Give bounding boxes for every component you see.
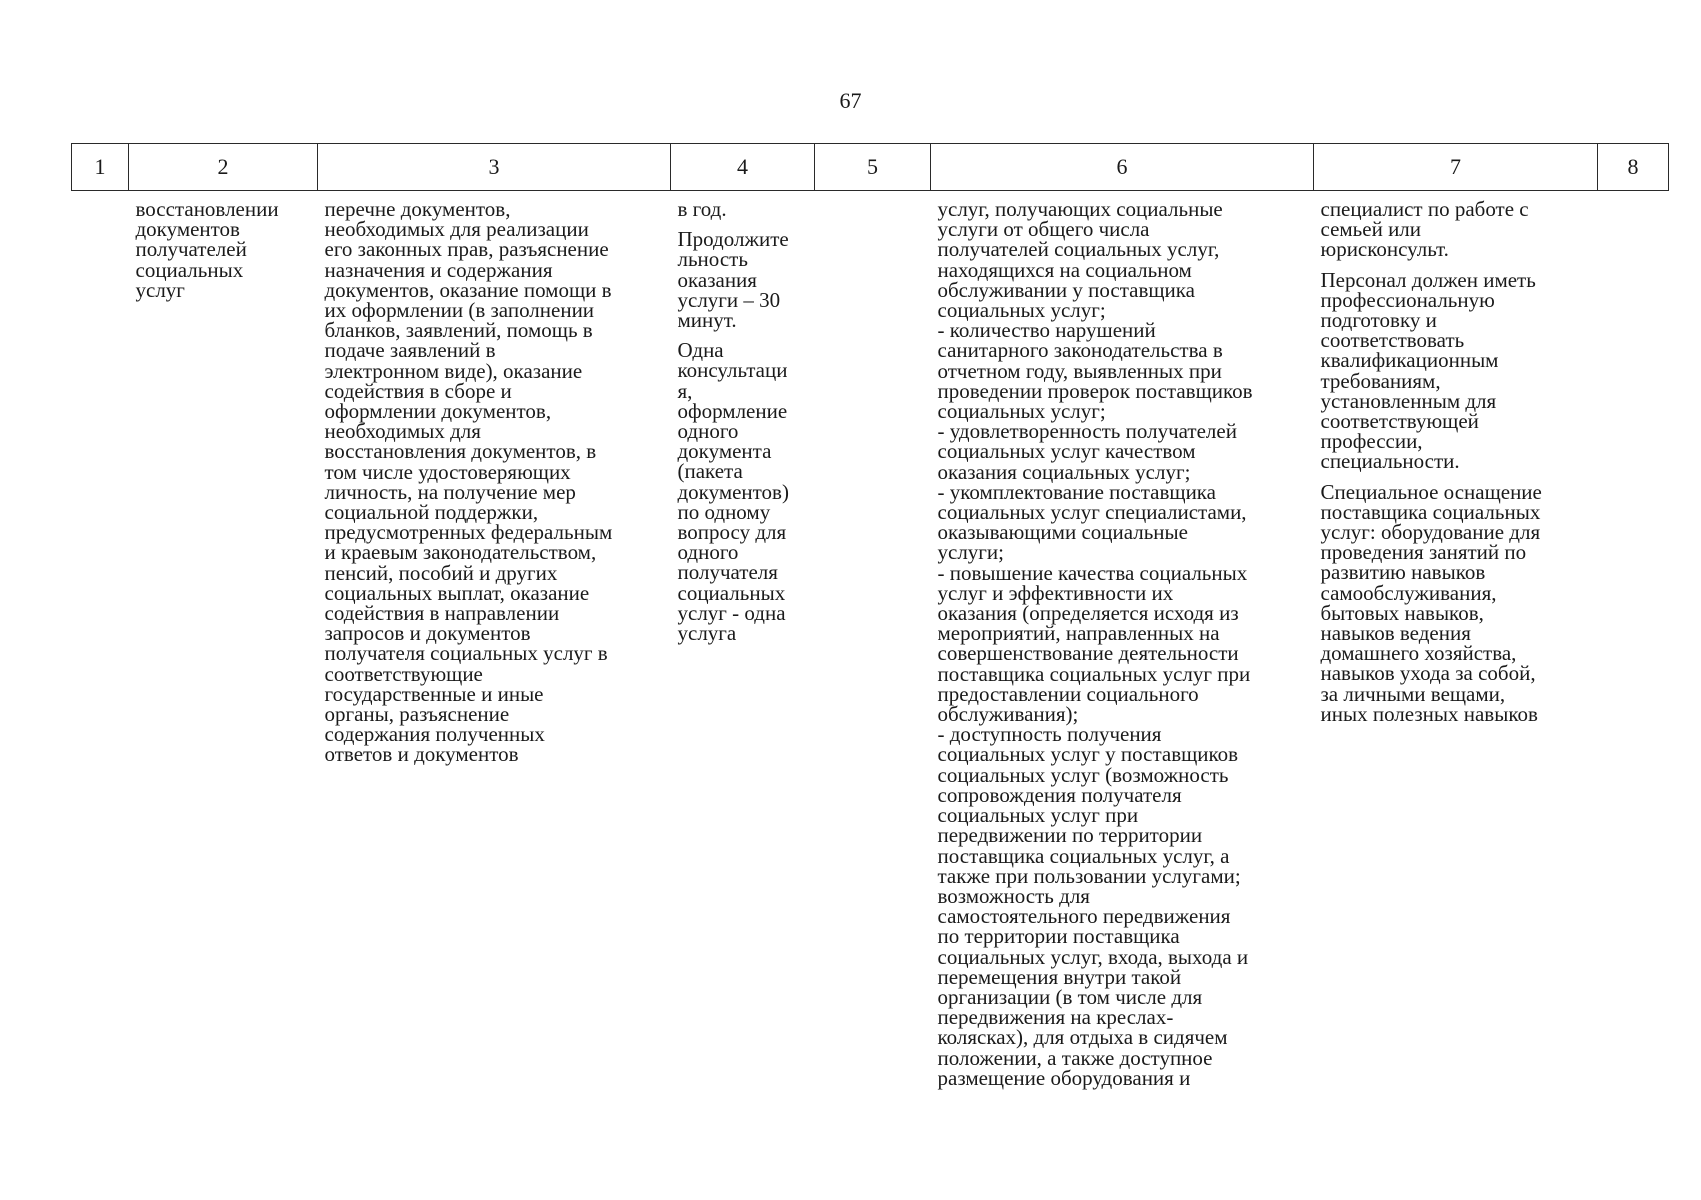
- text-line: Персонал должен иметь: [1320, 267, 1536, 292]
- text-line: в год.: [677, 197, 727, 221]
- cell-paragraph: [1321, 199, 1591, 260]
- text-line: юрисконсульт.: [1320, 237, 1449, 262]
- text-line: получателей: [135, 237, 247, 262]
- column-header-2: 2: [129, 144, 318, 191]
- cell-paragraph: [136, 199, 311, 300]
- text-line: восстановления документов, в: [324, 439, 597, 464]
- text-line: социальных услуг;: [937, 298, 1106, 323]
- text-line: оказания (определяется исходя из: [937, 601, 1239, 626]
- cell-col1: [72, 191, 129, 1088]
- text-line: минут.: [677, 308, 737, 333]
- text-line: одного: [677, 419, 739, 444]
- column-header-3: 3: [318, 144, 671, 191]
- text-line: соответствующие: [324, 661, 483, 686]
- cell-col8: [1598, 191, 1669, 1088]
- text-line: социальной поддержки,: [324, 500, 539, 525]
- text-line: профессиональную: [1320, 287, 1495, 312]
- text-line: подаче заявлений в: [324, 338, 496, 363]
- column-header-6: 6: [931, 144, 1314, 191]
- column-header-5: 5: [815, 144, 931, 191]
- text-line: я,: [677, 378, 693, 403]
- text-line: организации (в том числе для: [937, 984, 1203, 1009]
- text-line: специалист по работе с: [1320, 197, 1529, 221]
- text-line: предоставлении социального: [937, 681, 1199, 706]
- table-row: [72, 191, 1669, 1088]
- text-line: их оформлении (в заполнении: [324, 298, 595, 323]
- text-line: совершенствование деятельности: [937, 641, 1239, 666]
- text-line: колясках), для отдыха в сидячем: [937, 1025, 1228, 1050]
- text-line: (пакета: [677, 459, 743, 484]
- text-line: услуг, получающих социальные: [937, 197, 1223, 221]
- text-line: оказания: [677, 267, 757, 292]
- text-line: соответствующей: [1320, 409, 1479, 434]
- text-line: одного: [677, 540, 739, 565]
- text-line: том числе удостоверяющих: [324, 459, 571, 484]
- text-line: и краевым законодательством,: [324, 540, 597, 565]
- text-line: отчетном году, выявленных при: [937, 358, 1222, 383]
- text-line: социальных услуг при: [937, 803, 1139, 828]
- text-line: навыков ведения: [1320, 621, 1471, 646]
- text-line: оформлении документов,: [324, 399, 552, 424]
- cell-service-conditions: [1314, 191, 1598, 1088]
- text-line: иных полезных навыков: [1320, 701, 1538, 726]
- text-line: назначения и содержания: [324, 257, 553, 282]
- text-line: подготовку и: [1320, 308, 1437, 333]
- text-line: социальных услуг у поставщиков: [937, 742, 1239, 767]
- text-line: специальности.: [1320, 449, 1460, 474]
- text-line: поставщика социальных услуг при: [937, 661, 1251, 686]
- text-line: необходимых для: [324, 419, 481, 444]
- text-line: по территории поставщика: [937, 924, 1180, 949]
- text-line: - количество нарушений: [937, 318, 1156, 343]
- text-line: санитарного законодательства в: [937, 338, 1223, 363]
- text-line: документов: [135, 217, 240, 242]
- text-line: ответов и документов: [324, 742, 519, 767]
- text-line: документа: [677, 439, 772, 464]
- text-line: Одна: [677, 338, 724, 363]
- column-header-8: 8: [1598, 144, 1669, 191]
- text-line: запросов и документов: [324, 621, 531, 646]
- text-line: содержания полученных: [324, 722, 545, 747]
- header-row: [72, 144, 1669, 191]
- text-line: квалификационным: [1320, 348, 1499, 373]
- text-line: Продолжите: [677, 227, 789, 252]
- text-line: положении, а также доступное: [937, 1045, 1213, 1070]
- text-line: сопровождения получателя: [937, 782, 1182, 807]
- text-line: вопросу для: [677, 520, 787, 545]
- text-line: - укомплектование поставщика: [937, 479, 1217, 504]
- cell-service-name: [129, 191, 318, 1088]
- text-line: за личными вещами,: [1320, 681, 1506, 706]
- text-line: возможность для: [937, 883, 1090, 908]
- cell-quality-indicators: [931, 191, 1314, 1088]
- text-line: мероприятий, направленных на: [937, 621, 1220, 646]
- text-line: услуг и эффективности их: [937, 580, 1174, 605]
- text-line: - удовлетворенность получателей: [937, 419, 1237, 444]
- text-line: самообслуживания,: [1320, 580, 1497, 605]
- text-line: услуги от общего числа: [937, 217, 1150, 242]
- text-line: домашнего хозяйства,: [1320, 641, 1517, 666]
- text-line: услуги;: [937, 540, 1004, 565]
- cell-paragraph: [677, 338, 808, 646]
- text-line: оказывающими социальные: [937, 520, 1188, 545]
- text-line: услуг - одна: [677, 600, 786, 625]
- cell-paragraph: [938, 199, 1307, 1088]
- text-line: Специальное оснащение: [1320, 479, 1542, 504]
- text-line: перемещения внутри такой: [937, 964, 1182, 989]
- text-line: социальных: [677, 580, 786, 605]
- text-line: обслуживания);: [937, 702, 1079, 727]
- text-line: льность: [677, 247, 748, 272]
- text-line: органы, разъяснение: [324, 702, 510, 727]
- text-line: также при пользовании услугами;: [937, 863, 1241, 888]
- text-line: социальных: [135, 257, 244, 282]
- text-line: получателей социальных услуг,: [937, 237, 1220, 262]
- text-line: необходимых для реализации: [324, 217, 589, 242]
- text-line: по одному: [677, 499, 771, 524]
- text-line: социальных услуг, входа, выхода и: [937, 944, 1249, 969]
- column-header-7: 7: [1314, 144, 1598, 191]
- column-header-4: 4: [671, 144, 815, 191]
- text-line: размещение оборудования и: [937, 1065, 1191, 1090]
- text-line: - повышение качества социальных: [937, 560, 1248, 585]
- cell-paragraph: [1320, 267, 1591, 474]
- cell-service-description: [318, 191, 671, 1088]
- text-line: бланков, заявлений, помощь в: [324, 318, 593, 343]
- text-line: содействия в направлении: [324, 601, 560, 626]
- text-line: электронном виде), оказание: [324, 358, 583, 383]
- text-line: его законных прав, разъяснение: [324, 237, 609, 262]
- text-line: государственные и иные: [324, 681, 544, 706]
- text-line: документов): [677, 479, 789, 504]
- text-line: поставщика социальных услуг, а: [937, 843, 1230, 868]
- text-line: профессии,: [1320, 429, 1423, 454]
- cell-paragraph: [677, 227, 808, 333]
- text-line: социальных выплат, оказание: [324, 580, 590, 605]
- text-line: соответствовать: [1320, 328, 1465, 353]
- text-line: социальных услуг (возможность: [937, 762, 1229, 787]
- column-header-1: 1: [72, 144, 129, 191]
- text-line: услуг: оборудование для: [1320, 520, 1541, 545]
- page-number: 67: [839, 88, 862, 113]
- text-line: бытовых навыков,: [1320, 600, 1484, 625]
- cell-paragraph: [1320, 479, 1591, 726]
- text-line: передвижении по территории: [937, 823, 1203, 848]
- text-line: - доступность получения: [937, 722, 1162, 747]
- text-line: установленным для: [1320, 388, 1497, 413]
- text-line: социальных услуг специалистами,: [937, 500, 1247, 525]
- text-line: восстановлении: [135, 197, 279, 221]
- text-line: оказания социальных услуг;: [937, 459, 1191, 484]
- cell-paragraph: [678, 199, 808, 219]
- text-line: услуга: [677, 621, 737, 646]
- text-line: навыков ухода за собой,: [1320, 661, 1536, 686]
- text-line: получателя: [677, 560, 778, 585]
- text-line: требованиям,: [1320, 368, 1441, 393]
- text-line: семьей или: [1320, 217, 1422, 242]
- text-line: документов, оказание помощи в: [324, 277, 612, 302]
- text-line: передвижения на креслах-: [937, 1005, 1174, 1030]
- text-line: поставщика социальных: [1320, 499, 1541, 524]
- text-line: находящихся на социальном: [937, 257, 1192, 282]
- text-line: оформление: [677, 398, 788, 423]
- text-line: социальных услуг качеством: [937, 439, 1196, 464]
- text-line: услуги – 30: [677, 287, 781, 312]
- text-line: социальных услуг;: [937, 399, 1106, 424]
- text-line: содействия в сборе и: [324, 378, 512, 403]
- text-line: обслуживании у поставщика: [937, 277, 1195, 302]
- text-line: проведения занятий по: [1320, 540, 1527, 565]
- text-line: пенсий, пособий и других: [324, 560, 558, 585]
- text-line: самостоятельного передвижения: [937, 904, 1231, 929]
- cell-paragraph: [325, 199, 664, 765]
- text-line: консультаци: [677, 358, 788, 383]
- text-line: развитию навыков: [1320, 560, 1486, 585]
- cell-col5: [815, 191, 931, 1088]
- text-line: проведении проверок поставщиков: [937, 378, 1253, 403]
- text-line: личность, на получение мер: [324, 479, 576, 504]
- text-line: перечне документов,: [324, 197, 511, 221]
- text-line: получателя социальных услуг в: [324, 641, 608, 666]
- cell-service-volume: [671, 191, 815, 1088]
- text-line: предусмотренных федеральным: [324, 520, 613, 545]
- text-line: услуг: [135, 277, 185, 302]
- services-table: [71, 143, 1669, 1088]
